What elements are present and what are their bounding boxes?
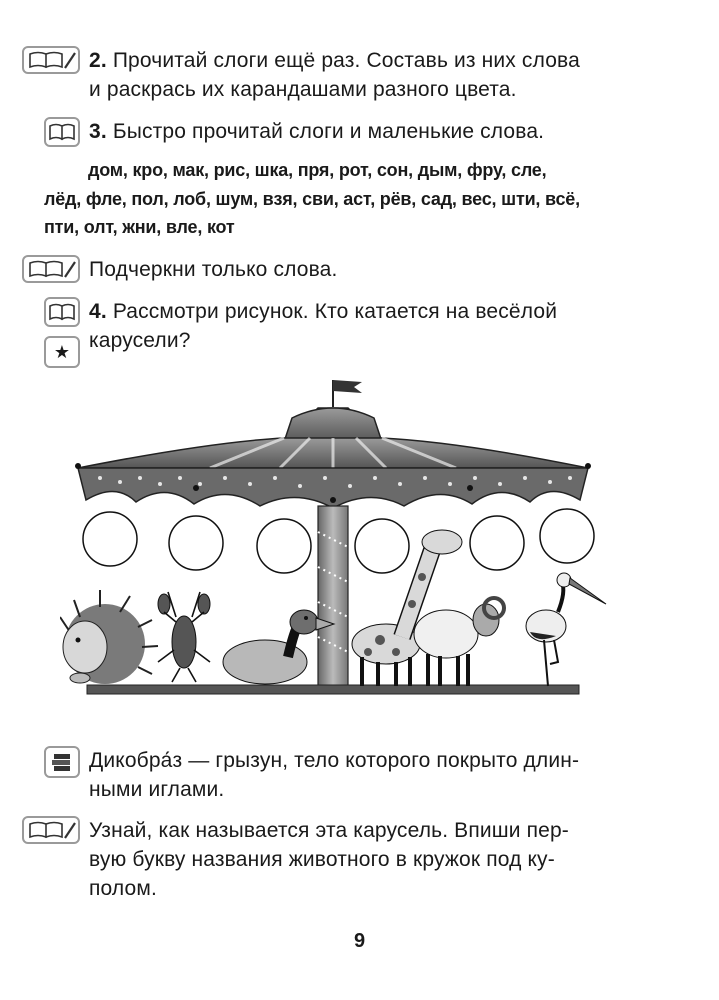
task4-line2: карусели? — [89, 329, 191, 352]
answer-circle-2[interactable] — [169, 516, 223, 570]
task2-line2: и раскрась их карандашами разного цвета. — [89, 78, 517, 101]
syllables-line-2: лёд, фле, пол, лоб, шум, взя, сви, аст, рёв, сад, вес, шти, всё, — [44, 189, 580, 209]
carousel-roof — [75, 438, 591, 508]
task2-number: 2. — [89, 49, 107, 72]
carousel-pole — [318, 506, 348, 686]
answer-circle-4[interactable] — [355, 519, 409, 573]
carousel-platform — [87, 685, 579, 694]
book-icon — [44, 117, 80, 147]
syllables-line-3: пти, олт, жни, вле, кот — [44, 217, 235, 237]
final-task-line2: вую букву названия животного в кружок под ку- — [89, 848, 555, 871]
syllables-line-1: дом, кро, мак, рис, шка, пря, рот, сон, дым, фру, сле, — [88, 160, 547, 180]
crayfish-illustration — [158, 592, 210, 682]
stork-illustration — [526, 573, 606, 686]
book-pencil-icon — [22, 816, 80, 844]
task3-heading — [89, 117, 544, 146]
sheep-illustration — [414, 598, 504, 686]
page-number: 9 — [353, 930, 366, 952]
book-pencil-icon — [22, 46, 80, 74]
task4-text: Рассмотри рисунок. Кто катается на весёлой — [106, 300, 558, 323]
final-task-line1: Узнай, как называется эта карусель. Впиши пер- — [89, 819, 569, 842]
task2-line1 — [89, 46, 580, 75]
duck-illustration — [223, 610, 334, 684]
answer-circle-5[interactable] — [470, 516, 524, 570]
note-line2: ными иглами. — [89, 778, 225, 801]
task3-text: Быстро прочитай слоги и маленькие слова. — [106, 120, 545, 143]
book-icon — [44, 297, 80, 327]
book-pencil-icon — [22, 255, 80, 283]
star-icon — [44, 336, 80, 368]
carousel-illustration — [60, 372, 620, 702]
porcupine-illustration — [60, 590, 158, 684]
final-task-line3: полом. — [89, 877, 157, 900]
answer-circle-6[interactable] — [540, 509, 594, 563]
carousel-top-dome — [284, 408, 382, 442]
star-glyph: ★ — [53, 342, 71, 362]
note-line1: Дикобра́з — грызун, тело которого покрыто длин- — [89, 749, 580, 772]
underline-instruction: Подчеркни только слова. — [89, 258, 338, 281]
answer-circle-1[interactable] — [83, 512, 137, 566]
task2-text: Прочитай слоги ещё раз. Составь из них слова — [106, 49, 580, 72]
task4-line1 — [89, 297, 557, 326]
answer-circle-3[interactable] — [257, 519, 311, 573]
flag — [333, 380, 362, 407]
task4-number: 4. — [89, 300, 107, 323]
task3-number: 3. — [89, 120, 107, 143]
books-stack-icon — [44, 746, 80, 778]
